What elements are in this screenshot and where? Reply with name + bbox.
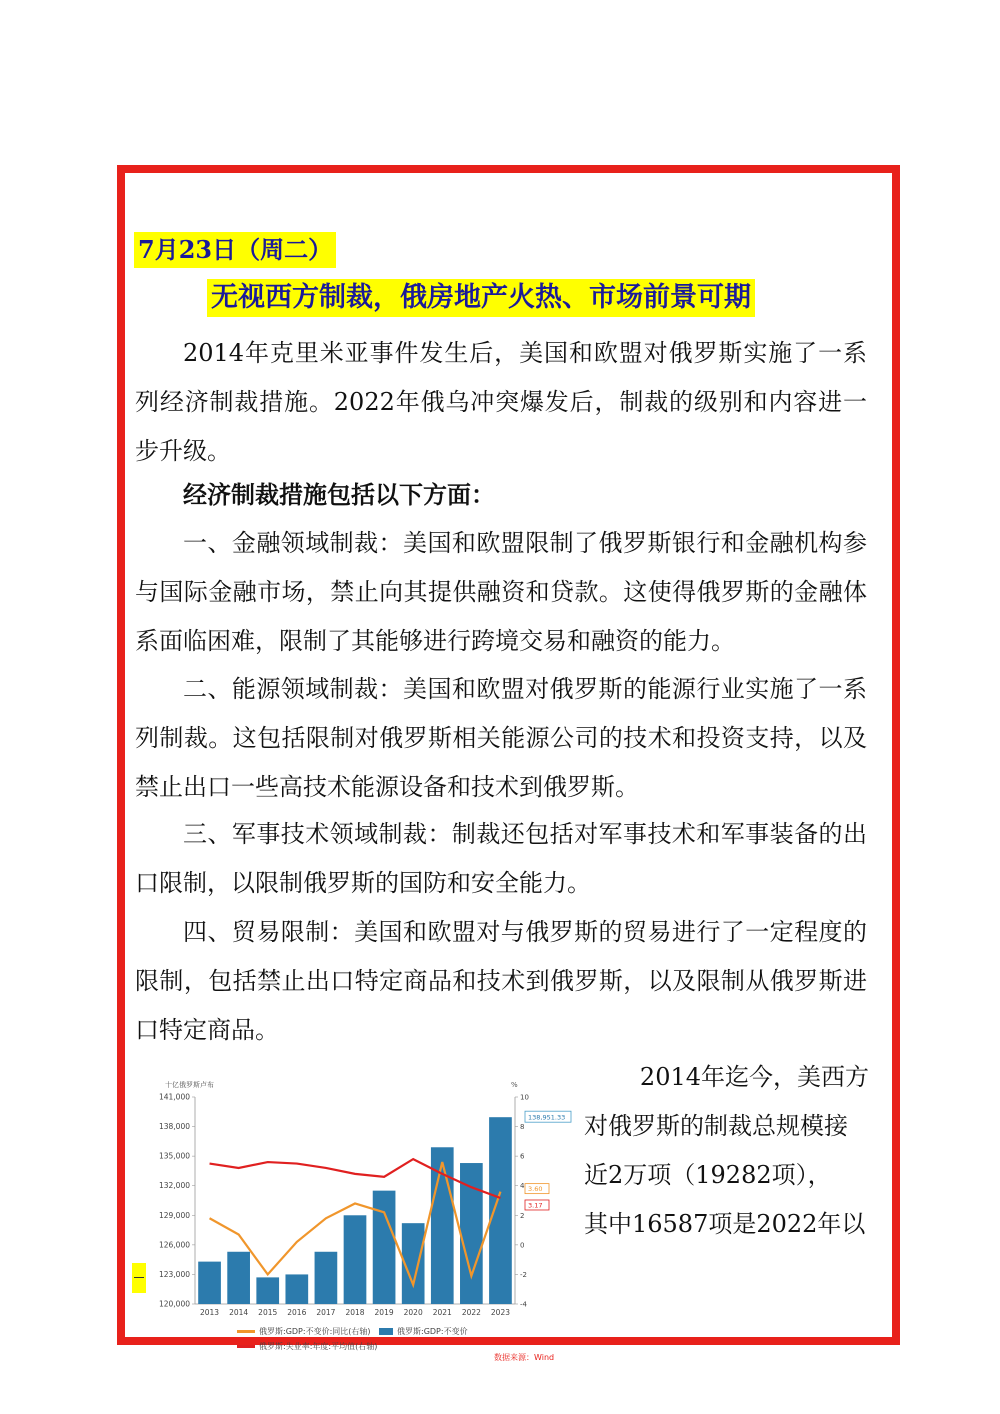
gdp-bar	[285, 1274, 308, 1304]
gdp-bar	[315, 1252, 338, 1304]
bar-end-label: 138,951.33	[528, 1113, 566, 1122]
paragraph-energy: 二、能源领域制裁：美国和欧盟对俄罗斯的能源行业实施了一系列制裁。这包括限制对俄罗斯相关能源公司的技术和投资支持，以及禁止出口一些高技术能源设备和技术到俄罗斯。	[135, 675, 867, 801]
y2-tick-label: 6	[520, 1152, 525, 1161]
legend-bar-label: 俄罗斯:GDP:不变价	[397, 1327, 468, 1336]
gdp-bar	[489, 1117, 512, 1304]
gdp-bar	[373, 1191, 396, 1304]
legend-red-label: 俄罗斯:失业率:年度:平均值(右轴)	[259, 1342, 378, 1351]
left-axis-title: 十亿俄罗斯卢布	[165, 1081, 214, 1089]
paragraph-military: 三、军事技术领域制裁：制裁还包括对军事技术和军事装备的出口限制，以限制俄罗斯的国防和安全能力。	[135, 820, 867, 897]
gdp-bar	[198, 1262, 221, 1304]
unemployment-end-label: 3.17	[528, 1201, 543, 1210]
paragraph-trade: 四、贸易限制：美国和欧盟对与俄罗斯的贸易进行了一定程度的限制，包括禁止出口特定商品和技术到俄罗斯，以及限制从俄罗斯进口特定商品。	[135, 918, 867, 1044]
article-headline: 无视西方制裁，俄房地产火热、市场前景可期	[207, 279, 755, 317]
y-tick-label: 138,000	[158, 1122, 190, 1132]
right-axis-title: %	[511, 1081, 518, 1089]
unemployment-line	[210, 1159, 501, 1198]
x-tick-label: 2019	[374, 1308, 394, 1317]
side-text-line-1: 2014年迄今，美西方	[639, 1063, 869, 1091]
x-tick-label: 2020	[403, 1308, 423, 1317]
growth-end-label: 3.60	[528, 1185, 543, 1194]
yellow-marker	[132, 1263, 146, 1293]
gdp-bar	[344, 1215, 367, 1304]
x-tick-label: 2015	[258, 1308, 278, 1317]
x-tick-label: 2022	[461, 1308, 481, 1317]
y-tick-label: 135,000	[158, 1151, 190, 1161]
x-tick-label: 2021	[432, 1308, 452, 1317]
x-tick-label: 2013	[199, 1308, 220, 1317]
data-source: 数据来源：Wind	[494, 1353, 555, 1362]
legend-bar	[379, 1326, 468, 1337]
side-text-line-3: 近2万项（19282项），	[584, 1161, 832, 1189]
y-tick-label: 132,000	[158, 1181, 190, 1191]
side-text-line-2: 对俄罗斯的制裁总规模接	[584, 1112, 848, 1140]
legend-orange	[237, 1326, 371, 1337]
side-text-line-4: 其中16587项是2022年以	[584, 1210, 866, 1238]
legend-red	[237, 1341, 377, 1352]
legend-orange-label: 俄罗斯:GDP:不变价:同比(右轴)	[259, 1327, 371, 1336]
paragraph-intro: 2014年克里米亚事件发生后，美国和欧盟对俄罗斯实施了一系列经济制裁措施。2022年俄乌冲突爆发后，制裁的级别和内容进一步升级。	[135, 339, 867, 465]
legend-red-swatch	[237, 1345, 255, 1348]
x-tick-label: 2018	[345, 1308, 365, 1317]
y2-tick-label: 0	[520, 1241, 525, 1250]
y-tick-label: 129,000	[158, 1210, 190, 1220]
x-tick-label: 2023	[490, 1308, 511, 1317]
gdp-bar	[227, 1252, 250, 1304]
x-tick-label: 2014	[229, 1308, 249, 1317]
y2-tick-label: -4	[520, 1300, 527, 1309]
date-heading: 7月23日（周二）	[134, 232, 336, 268]
y2-tick-label: 2	[520, 1211, 525, 1220]
y2-tick-label: 8	[520, 1123, 525, 1132]
y2-tick-label: 4	[520, 1182, 525, 1191]
x-tick-label: 2016	[287, 1308, 307, 1317]
x-tick-label: 2017	[316, 1308, 336, 1317]
legend-bar-swatch	[379, 1328, 393, 1335]
y-tick-label: 141,000	[158, 1092, 190, 1102]
paragraph-finance: 一、金融领域制裁：美国和欧盟限制了俄罗斯银行和金融机构参与国际金融市场，禁止向其提供融资和贷款。这使得俄罗斯的金融体系面临困难，限制了其能够进行跨境交易和融资的能力。	[135, 529, 867, 655]
y2-tick-label: -2	[520, 1270, 527, 1279]
y-tick-label: 120,000	[158, 1299, 190, 1309]
y-tick-label: 126,000	[158, 1240, 190, 1250]
paragraph-subheading: 经济制裁措施包括以下方面：	[183, 480, 495, 509]
y2-tick-label: 10	[520, 1093, 529, 1102]
y-tick-label: 123,000	[158, 1269, 190, 1279]
gdp-chart	[135, 1070, 575, 1317]
legend-orange-swatch	[237, 1330, 255, 1333]
gdp-bar	[256, 1277, 279, 1304]
